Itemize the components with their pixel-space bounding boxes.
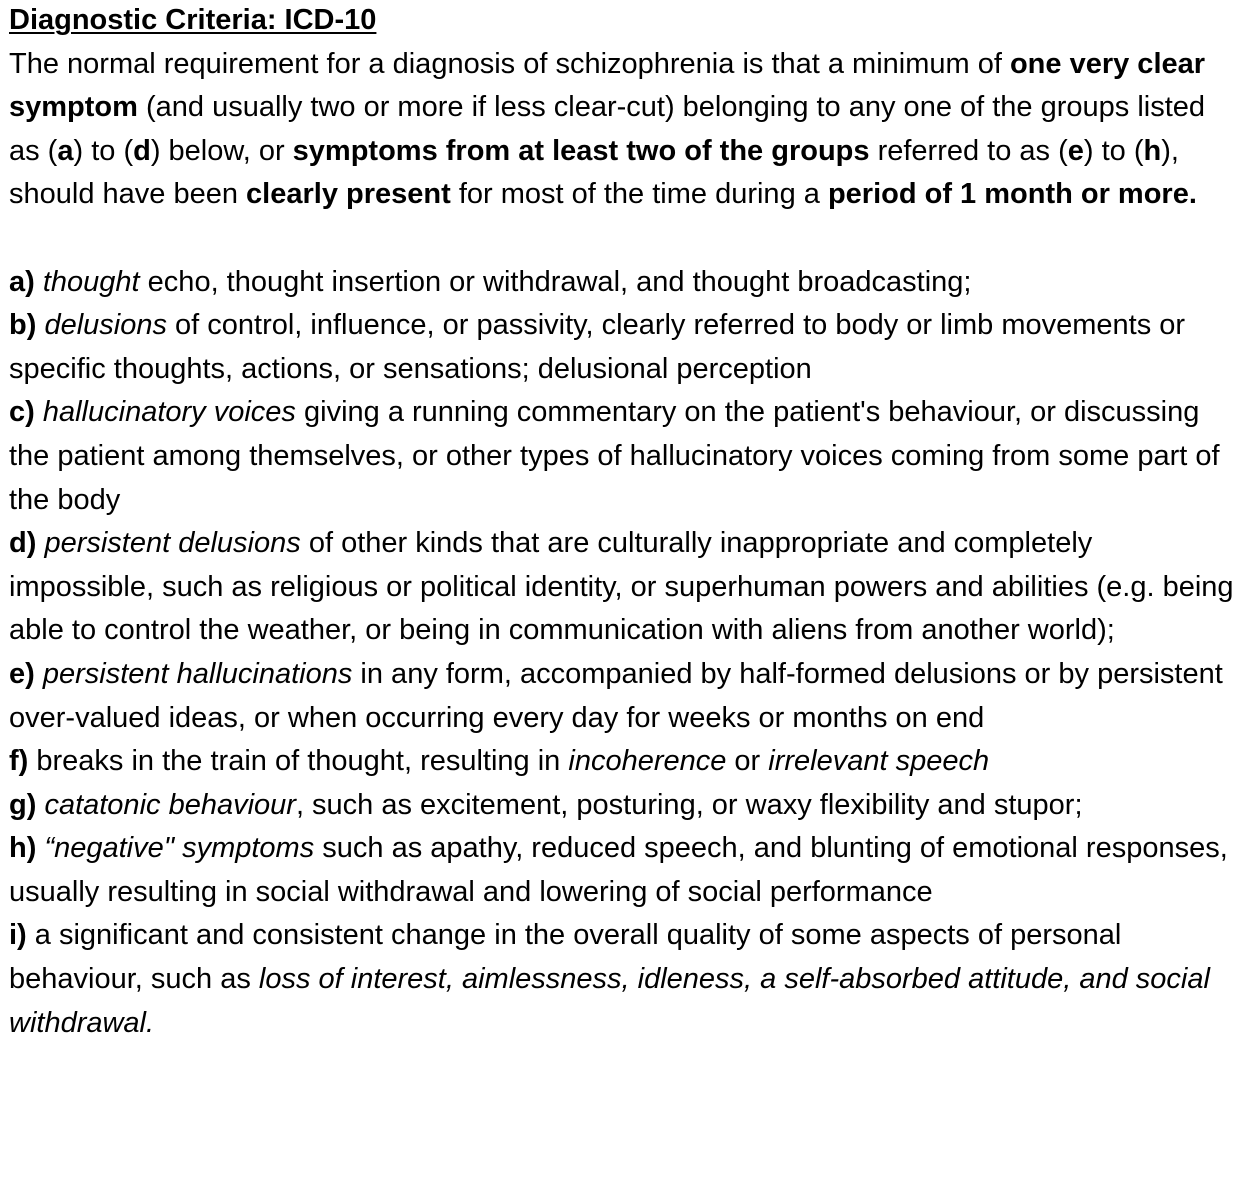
criterion-letter: d): [9, 527, 37, 560]
criterion-text: echo, thought insertion or withdrawal, and thought broadcasting;: [139, 265, 972, 298]
intro-bold-3: d: [133, 134, 151, 167]
intro-bold-7: clearly present: [246, 178, 451, 211]
criterion-term: persistent hallucinations: [42, 657, 353, 690]
criterion-text: giving a running commentary on the patient's behaviour, or discussing the patient among themselves, or other types of hallucinatory voices coming from some part of the body: [9, 396, 1220, 516]
intro-text-5: referred to as (: [869, 134, 1068, 167]
criterion-term: hallucinatory voices: [42, 396, 296, 429]
blank-line: [9, 217, 1242, 261]
intro-paragraph: [9, 43, 1242, 217]
criterion-h: [9, 827, 1242, 914]
criterion-text: in any form, accompanied by half-formed delusions or by persistent over-valued ideas, or when occurring every day for weeks or months on end: [9, 657, 1223, 734]
criterion-g: [9, 784, 1242, 828]
criterion-term: delusions: [44, 309, 167, 342]
criterion-e: [9, 653, 1242, 740]
criterion-letter: a): [9, 265, 35, 298]
criterion-c: [9, 391, 1242, 522]
intro-bold-4: symptoms from at least two of the groups: [292, 134, 870, 167]
intro-bold-8: period of 1 month or more.: [827, 178, 1197, 211]
criterion-letter: i): [9, 919, 27, 952]
criterion-term: thought: [42, 265, 140, 298]
criterion-i: [9, 914, 1242, 1045]
intro-text-2: (and usually two or more if less clear-cut) belonging to any one of the groups listed as (: [9, 91, 1206, 167]
intro-bold-5: e: [1067, 134, 1084, 167]
intro-text-4: ) below, or: [150, 134, 293, 167]
criterion-term: irrelevant speech: [768, 745, 990, 778]
intro-text-6: ) to (: [1083, 134, 1144, 167]
intro-bold-6: h: [1143, 134, 1162, 167]
criterion-term: persistent delusions: [44, 527, 301, 560]
criterion-text: breaks in the train of thought, resulting in: [28, 745, 569, 778]
criterion-text: of other kinds that are culturally inappropriate and completely impossible, such as religious or political identity, or superhuman powers and abilities (e.g. being able to control the weather, or being in communication with aliens from another world);: [9, 527, 1234, 647]
intro-text-1: The normal requirement for a diagnosis of schizophrenia is that a minimum of: [9, 47, 1010, 80]
intro-text-7: ), should have been: [9, 134, 1179, 211]
criterion-term: catatonic behaviour: [44, 788, 296, 821]
intro-text-3: ) to (: [73, 134, 134, 167]
criterion-text: such as apathy, reduced speech, and blunting of emotional responses, usually resulting in social withdrawal and lowering of social performance: [9, 832, 1228, 908]
criterion-text: , such as excitement, posturing, or waxy flexibility and stupor;: [295, 788, 1083, 821]
criterion-letter: h): [9, 832, 37, 865]
criterion-text: a significant and consistent change in the overall quality of some aspects of personal behaviour, such as: [9, 919, 1122, 996]
criterion-letter: b): [9, 309, 37, 342]
criterion-text: of control, influence, or passivity, clearly referred to body or limb movements or specific thoughts, actions, or sensations; delusional perception: [9, 309, 1186, 385]
intro-text-8: for most of the time during a: [450, 178, 828, 211]
criterion-a: [9, 261, 1242, 305]
criterion-f: [9, 740, 1242, 784]
criterion-letter: e): [9, 657, 35, 690]
criterion-term: loss of interest, aimlessness, idleness, a self-absorbed attitude, and social withdrawal.: [9, 963, 1210, 1039]
criterion-d: [9, 522, 1242, 653]
criterion-letter: c): [9, 396, 35, 429]
criterion-term: incoherence: [568, 745, 727, 778]
criterion-letter: f): [9, 745, 29, 778]
intro-bold-1: one very clear symptom: [9, 47, 1206, 124]
criterion-term: “negative" symptoms: [44, 832, 315, 865]
page-title: Diagnostic Criteria: ICD-10: [9, 4, 377, 36]
criterion-text: or: [726, 745, 769, 778]
criterion-b: [9, 304, 1242, 391]
intro-bold-2: a: [57, 134, 74, 167]
criterion-letter: g): [9, 788, 37, 821]
